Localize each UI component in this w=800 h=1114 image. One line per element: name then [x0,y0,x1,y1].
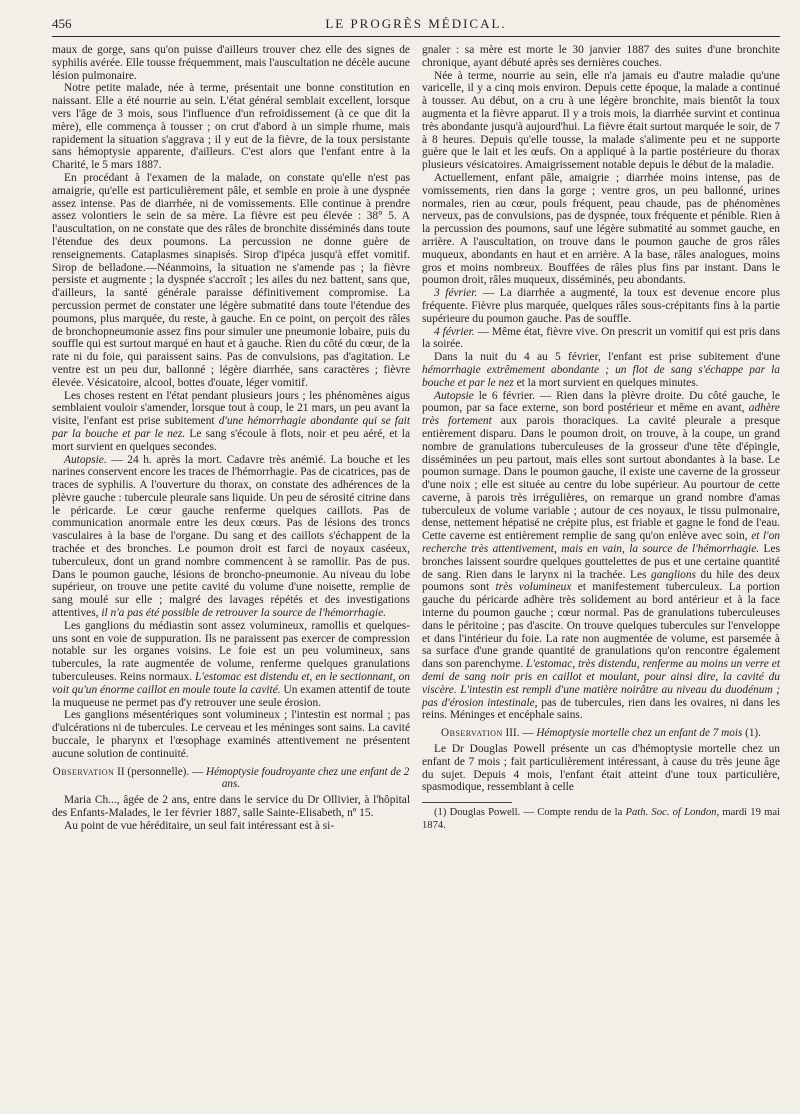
observation-title: Hémoptysie foudroyante chez une enfant de 2 ans. [205,765,410,791]
italic-text: ganglions [651,568,696,581]
paragraph [52,620,410,710]
paragraph [52,794,410,820]
italic-text: Autopsie [434,389,474,402]
observation-title: Hémoptysie mortelle chez un enfant de 7 mois [536,727,743,740]
italic-text: très volumineux [495,581,572,594]
paragraph-text: pas de tubercules, rien dans les ovaires, ni dans les reins. Méninges et encéphale sains. [422,696,780,722]
paragraph [52,820,410,833]
paragraph-text: et manifestement tuberculeux. La portion gauche du péricarde adhère très solidement au bord antérieur et à la face interne du poumon gauche ; cœur normal. Pas de granulations tuberculeuses dans le péritoine ; pas d'ascite. On trouve quelques tubercules sur l'enveloppe et dans l'intérieur du foie. La rate non augmentée de volume, est parsemée à sa surface d'une grande quantité de granulations qu'on rencontre également dans son parenchyme. [422,581,781,671]
page-number: 456 [52,16,72,31]
paragraph-text: Les ganglions du médiastin sont assez volumineux, ramollis et quelques-uns sont en voie de suppuration. Ils ne paraissent pas exercer de compression notable sur les organes voisins. Le foie est un peu volumineux, sans tubercules, la rate augmentée de volume, renferme quelques granulations tuberculeuses. Reins normaux. [52,619,410,684]
running-header [52,12,780,37]
paragraph-text: Le sang s'écoule à flots, noir et peu aéré, et la mort survient en quelques secondes. [52,427,411,453]
italic-text: adhère très fortement [422,402,780,428]
paragraph-text: Notre petite malade, née à terme, présentait une bonne constitution en naissant. Elle a été nourrie au sein. L'état général semblait excellent, lorsque vers l'âge de 3 mois, sous l'influence d'un refroidissement (à ce que dit la mère), elle commença à tousser ; on crut d'abord à un simple rhume, mais rapidement la situation s'aggrava ; il y eut de la fièvre, de la toux persistante sans hémoptysie apparente, d'ailleurs. C'est alors que l'enfant entre à la Charité, le 5 mars 1887. [52,82,410,172]
paragraph-text: — 24 h. après la mort. Cadavre très anémié. La bouche et les narines conservent encore les traces de l'hémorrhagie. Pas de cicatrices, pas de traces de syphilis. A l'ouverture du thorax, on constate des adhérences de la plèvre gauche : tubercule pleurale sans liquide. Un peu de sérosité citrine dans le péricarde. Le cœur gauche renferme quelques caillots. Pas de communication anormale entre les deux cœurs. Pas de lésions des troncs vasculaires à la base de l'organe. Du sang et des caillots s'échappent de la trachée et des bronches. Le poumon droit est farci de noyaux caséeux, tuberculeux, dont un grand nombre commencent à se ramollir. Pas de pus. Dans le poumon gauche, lésions de broncho-pneumonie. Au niveau du lobe supérieur, on trouve une petite cavité du volume d'une noisette, remplie de sang moulé sur elle ; malgré des lavages répétés et des investigations attentives, [52,453,410,620]
paragraph [52,82,410,172]
italic-text: et l'on recherche très attentivement, mais en vain, la source de l'hémorrhagie. [422,530,781,556]
footnote-ref: (1). [742,727,761,740]
paragraph-text: Au point de vue héréditaire, un seul fait intéressant est à si- [64,819,335,832]
journal-title: LE PROGRÈS MÉDICAL. [325,16,507,31]
paragraph-text: En procédant à l'examen de la malade, on constate qu'elle n'est pas amaigrie, qu'elle est particulièrement pâle, et semble en proie à une dyspnée assez intense. Pas de diarrhée, ni de vomissements. Elle continue à prendre assez volontiers le sein de sa mère. La fièvre est peu élevée : 38° 5. A l'auscultation, on ne constate que des râles de bronchite disséminés dans toute l'étendue des deux poumons. La percussion ne donne guère de renseignements. Cataplasmes sinapisés. Sirop d'ipéca jusqu'à effet vomitif. Sirop de belladone.—Néanmoins, la situation ne s'amende pas ; la fièvre persiste et augmente ; la dyspnée s'accroît ; les ailes du nez battent, sans que, d'ailleurs, la santé générale paraisse définitivement compromise. La percussion permet de constater une légère submatité dans toute l'étendue des poumons, plus marquée, du reste, à gauche. En ce point, on perçoit des râles de bronchopneumonie assez fins pour simuler une pneumonie lobaire, puis du souffle qui est surtout marqué en haut et à gauche. Rien du côté du cœur, de la rate ni du foie, qui paraissent sains. Pas de convulsions, pas d'agitation. Le ventre est un peu dur, ballonné ; légère diarrhée, sans caractères ; fièvre élevée. Vésicatoire, alcool, bottes d'ouate, léger vomitif. [52,171,410,389]
footnote-divider [422,802,512,803]
right-column [422,44,780,833]
paragraph-text: Les bronches laissent sourdre quelques gouttelettes de pus et une certaine quantité de sang. Rien dans le larynx ni la trachée. Les [422,543,781,581]
left-column [52,44,410,833]
paragraph-text: gnaler : sa mère est morte le 30 janvier 1887 des suites d'une bronchite chronique, ayant débuté après ses dernières couches. [422,44,780,69]
italic-text: 4 février. [434,325,475,338]
italic-text: L'estomac est distendu et, en le sectionnant, on voit qu'un énorme caillot en moule toute la cavité. [52,671,410,696]
paragraph-text: Les choses restent en l'état pendant plusieurs jours ; les phénomènes aigus semblaient vouloir s'amender, lorsque tout à coup, le 21 mars, un peu avant la visite, l'enfant est prise subitement [52,389,410,428]
paragraph [422,287,780,325]
paragraph [422,743,780,794]
footnote-text: mardi 19 mai 1874. [422,807,781,831]
paragraph-text: Née à terme, nourrie au sein, elle n'a jamais eu d'autre maladie qu'une varicelle, il y a cinq mois environ. Depuis cette époque, la malade a continué à tousser. Au début, on a cru à une légère bronchite, mais bientôt la toux augmenta et la fièvre apparut. Il y a trois mois, la diarrhée survint et continua très abondante jusqu'à aujourd'hui. La fièvre était surtout marquée le soir, de 7 à 8 heures. Depuis qu'elle tousse, la malade s'alimente peu et ne supporte guère que le lait et les œufs. On a appliqué à la partie postérieure du thorax plusieurs vésicatoires. Amaigrissement notable depuis le début de la maladie. [422,69,780,172]
paragraph [52,390,410,454]
paragraph-text: le 6 février. — Rien dans la plèvre droite. Du côté gauche, le poumon, par sa face externe, son bord postérieur et même en avant, [422,389,780,415]
paragraph [52,44,410,82]
paragraph [422,172,780,287]
italic-text: Autopsie. [64,453,107,466]
paragraph [52,172,410,390]
paragraph [422,351,780,389]
paragraph-text: Maria Ch..., âgée de 2 ans, entre dans le service du Dr Ollivier, à l'hôpital des Enfants-Malades, le 1er février 1887, salle Sainte-Elisabeth, nº 15. [52,794,410,820]
paragraph-text: Les ganglions mésentériques sont volumineux ; l'intestin est normal ; pas d'ulcérations ni de tubercules. Le cerveau et les méninges sont sains. La cavité buccale, le pharynx et l'œsophage examinés attentivement ne présentent aucune solution de continuité. [52,709,410,760]
observation-number: III. — [502,727,537,740]
paragraph-text: aux parois thoraciques. La cavité pleurale a presque entièrement disparu. Dans le poumon droit, on trouve, à la coupe, un grand nombre de granulations tuberculeuses de la grosseur d'une tête d'épingle, disséminées un peu partout, mais elles sont surtout abondantes à la base. Le poumon surnage. Dans le poumon gauche, il existe une caverne de la grosseur d'une noix ; elle est située au centre du lobe supérieur. Au pourtour de cette caverne, à parois très irrégulières, on remarque un grand nombre d'amas tuberculeux de volume variable ; autour de ces noyaux, le tissu pulmonaire, dense, nettement hépatisé ne crépite plus, est friable et gagne le fond de l'eau. Cette caverne est entièrement remplie de sang qu'on enlève avec soin, [422,415,781,543]
paragraph-text: Dans la nuit du 4 au 5 février, l'enfant est prise subitement d'une [434,351,780,364]
paragraph-text: du hile des deux poumons sont [422,568,780,594]
paragraph [422,326,780,352]
italic-text: L'estomac, très distendu, renferme au moins un verre et demi de sang noir pris en caillot et moulant, pour ainsi dire, la cavité du viscère. L'intestin est rempli d'une matière noirâtre au niveau du duodénum ; pas d'érosion intestinale, [422,658,780,709]
paragraph-text: Un examen attentif de toute la muqueuse ne permet pas d'y retrouver une seule érosion. [52,683,410,709]
observation-label: Observation [441,727,503,740]
paragraph-text: — Même état, fièvre vive. On prescrit un vomitif qui est pris dans la soirée. [422,325,780,351]
italic-text: il n'a pas été possible de retrouver la source de l'hémorrhagie. [101,607,386,620]
italic-text: hémorrhagie extrêmement abondante ; un flot de sang s'échappe par la bouche et par le nez [422,363,780,389]
footnote-source: Path. Soc. of London, [625,807,720,819]
paragraph-text: Le Dr Douglas Powell présente un cas d'hémoptysie mortelle chez un enfant de 7 mois ; fait particulièrement intéressant, à cause du très jeune âge du sujet. Depuis 4 mois, l'enfant était atteint d'une toux particulière, spasmodique, ressemblant à celle [422,743,780,794]
paragraph [422,390,780,723]
paragraph-text: Actuellement, enfant pâle, amaigrie ; diarrhée moins intense, pas de vomissements, rien dans la gorge ; ventre gros, un peu ballonné, urines normales, rien au cœur, pouls fréquent, peau chaude, pas de phénomènes nerveux, pas de convulsions, pas de dyspnée, toux fréquente et pénible. Rien à la percussion des poumons, sauf une légère submatité au sommet gauche, en arrière. A l'auscultation, on trouve dans le poumon gauche de gros râles muqueux, abondants en haut et en arrière. A la base, râles analogues, moins gros et moins nombreux. Bouffées de râles plus fins par instant. Dans le poumon droit, râles muqueux, disséminés, peu abondants. [422,171,780,287]
italic-text: d'une hémorrhagie abondante qui se fait par la bouche et par le nez. [52,415,410,440]
observation-label: Observation [52,765,115,778]
paragraph [52,709,410,760]
text-columns [52,44,780,833]
footnote [422,807,780,832]
paragraph [52,454,410,620]
paragraph-text: — La diarrhée a augmenté, la toux est devenue encore plus fréquente. Fièvre plus marquée, quelques râles sous-crépitants fins à la partie supérieure du poumon gauche. Pas de souffle. [422,287,780,325]
observation-heading [422,727,780,740]
observation-heading [52,766,410,792]
paragraph [422,70,780,172]
footnote-text: (1) Douglas Powell. — Compte rendu de la [434,807,626,819]
paragraph-text: et la mort survient en quelques minutes. [513,376,699,389]
italic-text: 3 février. [434,287,478,300]
paragraph-text: maux de gorge, sans qu'on puisse d'ailleurs trouver chez elle des signes de syphilis avérée. Elle tousse fréquemment, mais l'auscultation ne décèle aucune lésion pulmonaire. [52,44,410,82]
paragraph [422,44,780,70]
observation-number: II (personnelle). — [114,765,206,778]
